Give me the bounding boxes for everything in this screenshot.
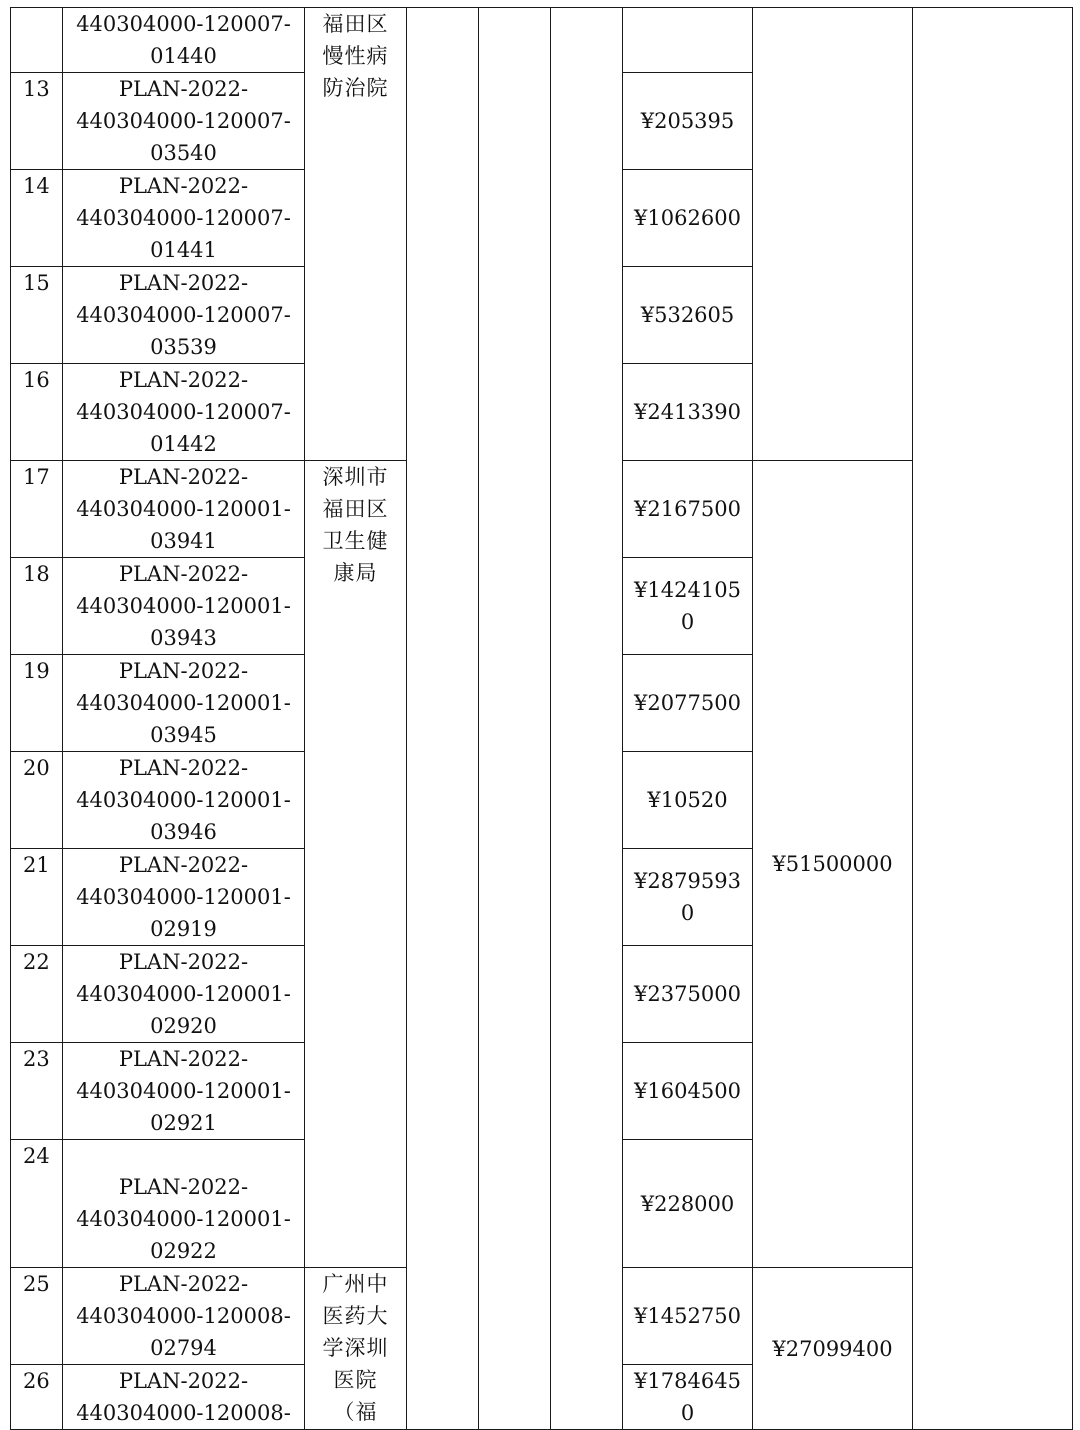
plan-code: PLAN-2022- 440304000-120001- 02922	[63, 1140, 305, 1268]
empty-cell	[913, 8, 1073, 1430]
amount-cell: ¥1424105 0	[623, 558, 753, 655]
unit-name: 深圳市 福田区 卫生健 康局	[305, 461, 407, 1268]
amount-cell	[623, 8, 753, 73]
amount-cell: ¥2375000	[623, 946, 753, 1043]
amount-cell: ¥532605	[623, 267, 753, 364]
amount-cell: ¥10520	[623, 752, 753, 849]
row-number: 13	[11, 73, 63, 170]
plan-code: PLAN-2022- 440304000-120001- 02919	[63, 849, 305, 946]
row-number: 16	[11, 364, 63, 461]
row-number: 18	[11, 558, 63, 655]
empty-cell	[407, 8, 479, 1430]
plan-code: PLAN-2022- 440304000-120008-	[63, 1365, 305, 1430]
amount-cell: ¥1452750	[623, 1268, 753, 1365]
row-number	[11, 8, 63, 73]
total-cell	[753, 8, 913, 461]
plan-code: PLAN-2022- 440304000-120001- 02921	[63, 1043, 305, 1140]
empty-cell	[551, 8, 623, 1430]
row-number: 26	[11, 1365, 63, 1430]
amount-cell: ¥2879593 0	[623, 849, 753, 946]
plan-code: PLAN-2022- 440304000-120001- 02920	[63, 946, 305, 1043]
plan-code: PLAN-2022- 440304000-120007- 03540	[63, 73, 305, 170]
row-number: 20	[11, 752, 63, 849]
unit-name: 福田区 慢性病 防治院	[305, 8, 407, 461]
plan-code: PLAN-2022- 440304000-120007- 01441	[63, 170, 305, 267]
row-number: 15	[11, 267, 63, 364]
amount-cell: ¥2077500	[623, 655, 753, 752]
plan-code: PLAN-2022- 440304000-120008- 02794	[63, 1268, 305, 1365]
table-row	[11, 8, 1073, 73]
row-number: 19	[11, 655, 63, 752]
row-number: 21	[11, 849, 63, 946]
amount-cell: ¥2413390	[623, 364, 753, 461]
row-number: 22	[11, 946, 63, 1043]
total-cell: ¥27099400	[753, 1268, 913, 1430]
amount-cell: ¥228000	[623, 1140, 753, 1268]
row-number: 14	[11, 170, 63, 267]
amount-cell: ¥1784645 0	[623, 1365, 753, 1430]
plan-code: PLAN-2022- 440304000-120001- 03941	[63, 461, 305, 558]
unit-name: 广州中 医药大 学深圳 医院 （福	[305, 1268, 407, 1430]
amount-cell: ¥1062600	[623, 170, 753, 267]
empty-cell	[479, 8, 551, 1430]
row-number: 24	[11, 1140, 63, 1268]
row-number: 25	[11, 1268, 63, 1365]
plan-code: 440304000-120007- 01440	[63, 8, 305, 73]
amount-cell: ¥2167500	[623, 461, 753, 558]
plan-code: PLAN-2022- 440304000-120007- 03539	[63, 267, 305, 364]
amount-cell: ¥1604500	[623, 1043, 753, 1140]
row-number: 23	[11, 1043, 63, 1140]
plan-code: PLAN-2022- 440304000-120007- 01442	[63, 364, 305, 461]
plan-code: PLAN-2022- 440304000-120001- 03945	[63, 655, 305, 752]
plan-code: PLAN-2022- 440304000-120001- 03943	[63, 558, 305, 655]
total-cell: ¥51500000	[753, 461, 913, 1268]
row-number: 17	[11, 461, 63, 558]
budget-table	[10, 7, 1073, 1430]
plan-code: PLAN-2022- 440304000-120001- 03946	[63, 752, 305, 849]
amount-cell: ¥205395	[623, 73, 753, 170]
